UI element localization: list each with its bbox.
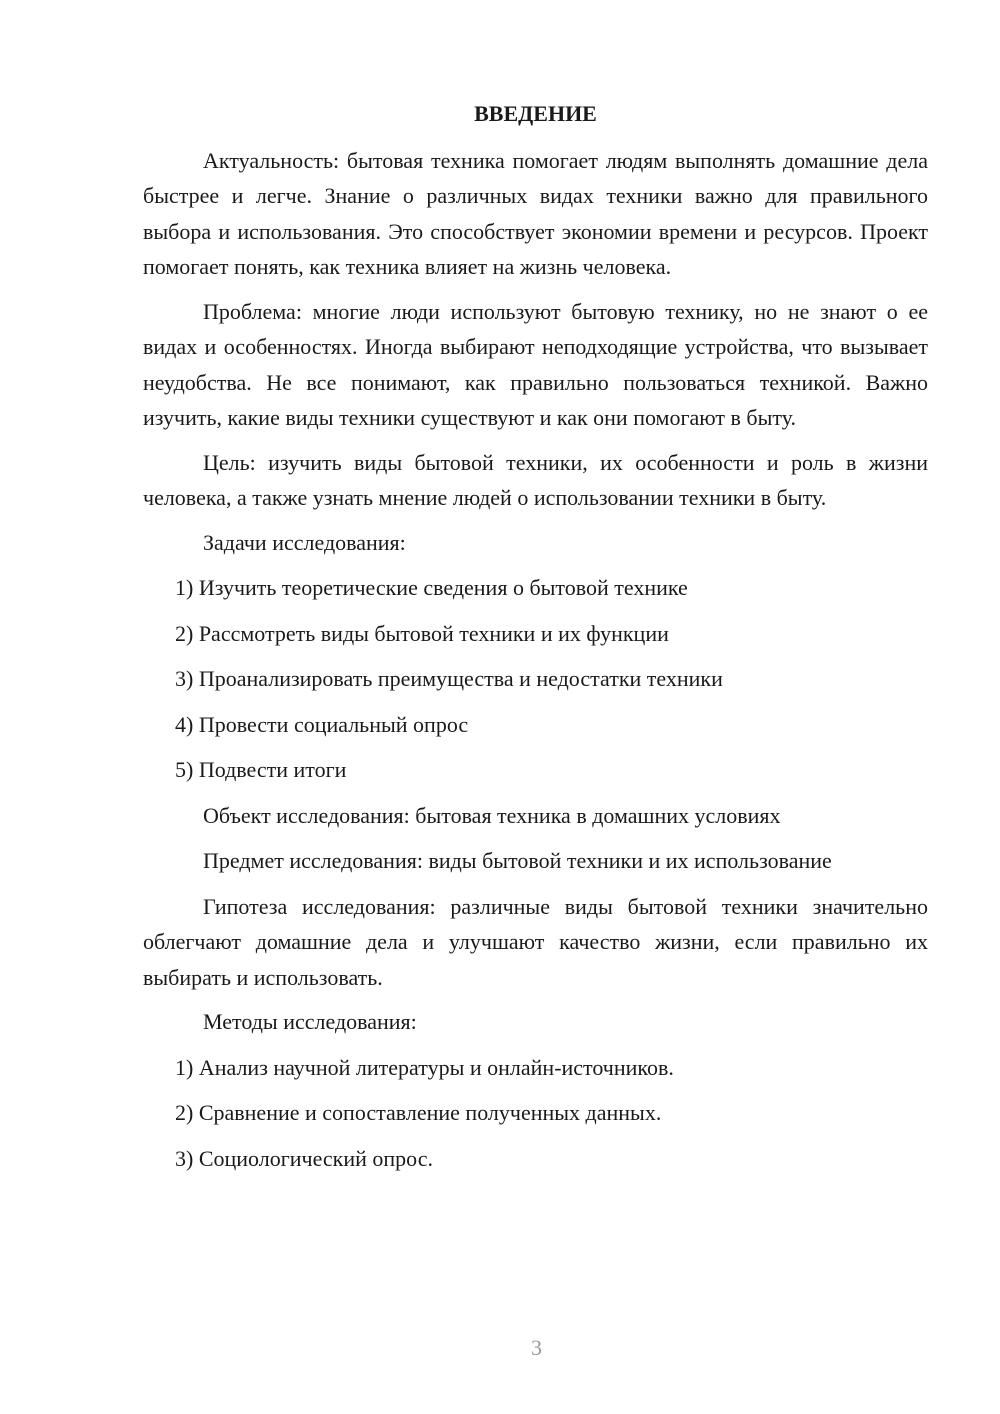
- method-item-1: 1) Анализ научной литературы и онлайн-источников.: [175, 1054, 674, 1080]
- goal-paragraph: Цель: изучить виды бытовой техники, их особенности и роль в жизни человека, а также узнать мнение людей о использовании техники в быту.: [143, 449, 928, 510]
- relevance-paragraph: Актуальность: бытовая техника помогает людям выполнять домашние дела быстрее и легче. Знание о различных видах техники важно для правильного выбора и использования. Это способствует экономии времени и ресурсов. Проект помогает понять, как техника влияет на жизнь человека.: [143, 147, 928, 279]
- task-item-4: 4) Провести социальный опрос: [175, 711, 469, 737]
- subject-line: Предмет исследования: виды бытовой техники и их использование: [203, 848, 832, 873]
- tasks-title: Задачи исследования:: [203, 529, 406, 555]
- task-item-5: 5) Подвести итоги: [175, 757, 347, 782]
- object-line: Объект исследования: бытовая техника в домашних условиях: [203, 802, 781, 828]
- methods-title: Методы исследования:: [203, 1009, 417, 1034]
- section-heading: ВВЕДЕНИЕ: [474, 101, 597, 126]
- page-number: 3: [531, 1335, 542, 1360]
- method-item-2: 2) Сравнение и сопоставление полученных данных.: [175, 1100, 662, 1125]
- document-page: [143, 96, 928, 1176]
- problem-paragraph: Проблема: многие люди используют бытовую технику, но не знают о ее видах и особенностях. Иногда выбирают неподходящие устройства, что вызывает неудобства. Не все понимают, как правильно пользоваться техникой. Важно изучить, какие виды техники существуют и как они помогают в быту.: [143, 298, 928, 430]
- task-item-3: 3) Проанализировать преимущества и недостатки техники: [175, 666, 723, 691]
- method-item-3: 3) Социологический опрос.: [175, 1145, 433, 1171]
- task-item-1: 1) Изучить теоретические сведения о бытовой технике: [175, 575, 688, 600]
- task-item-2: 2) Рассмотреть виды бытовой техники и их функции: [175, 620, 669, 646]
- hypothesis-paragraph: Гипотеза исследования: различные виды бытовой техники значительно облегчают домашние дела и улучшают качество жизни, если правильно их выбирать и использовать.: [143, 893, 928, 990]
